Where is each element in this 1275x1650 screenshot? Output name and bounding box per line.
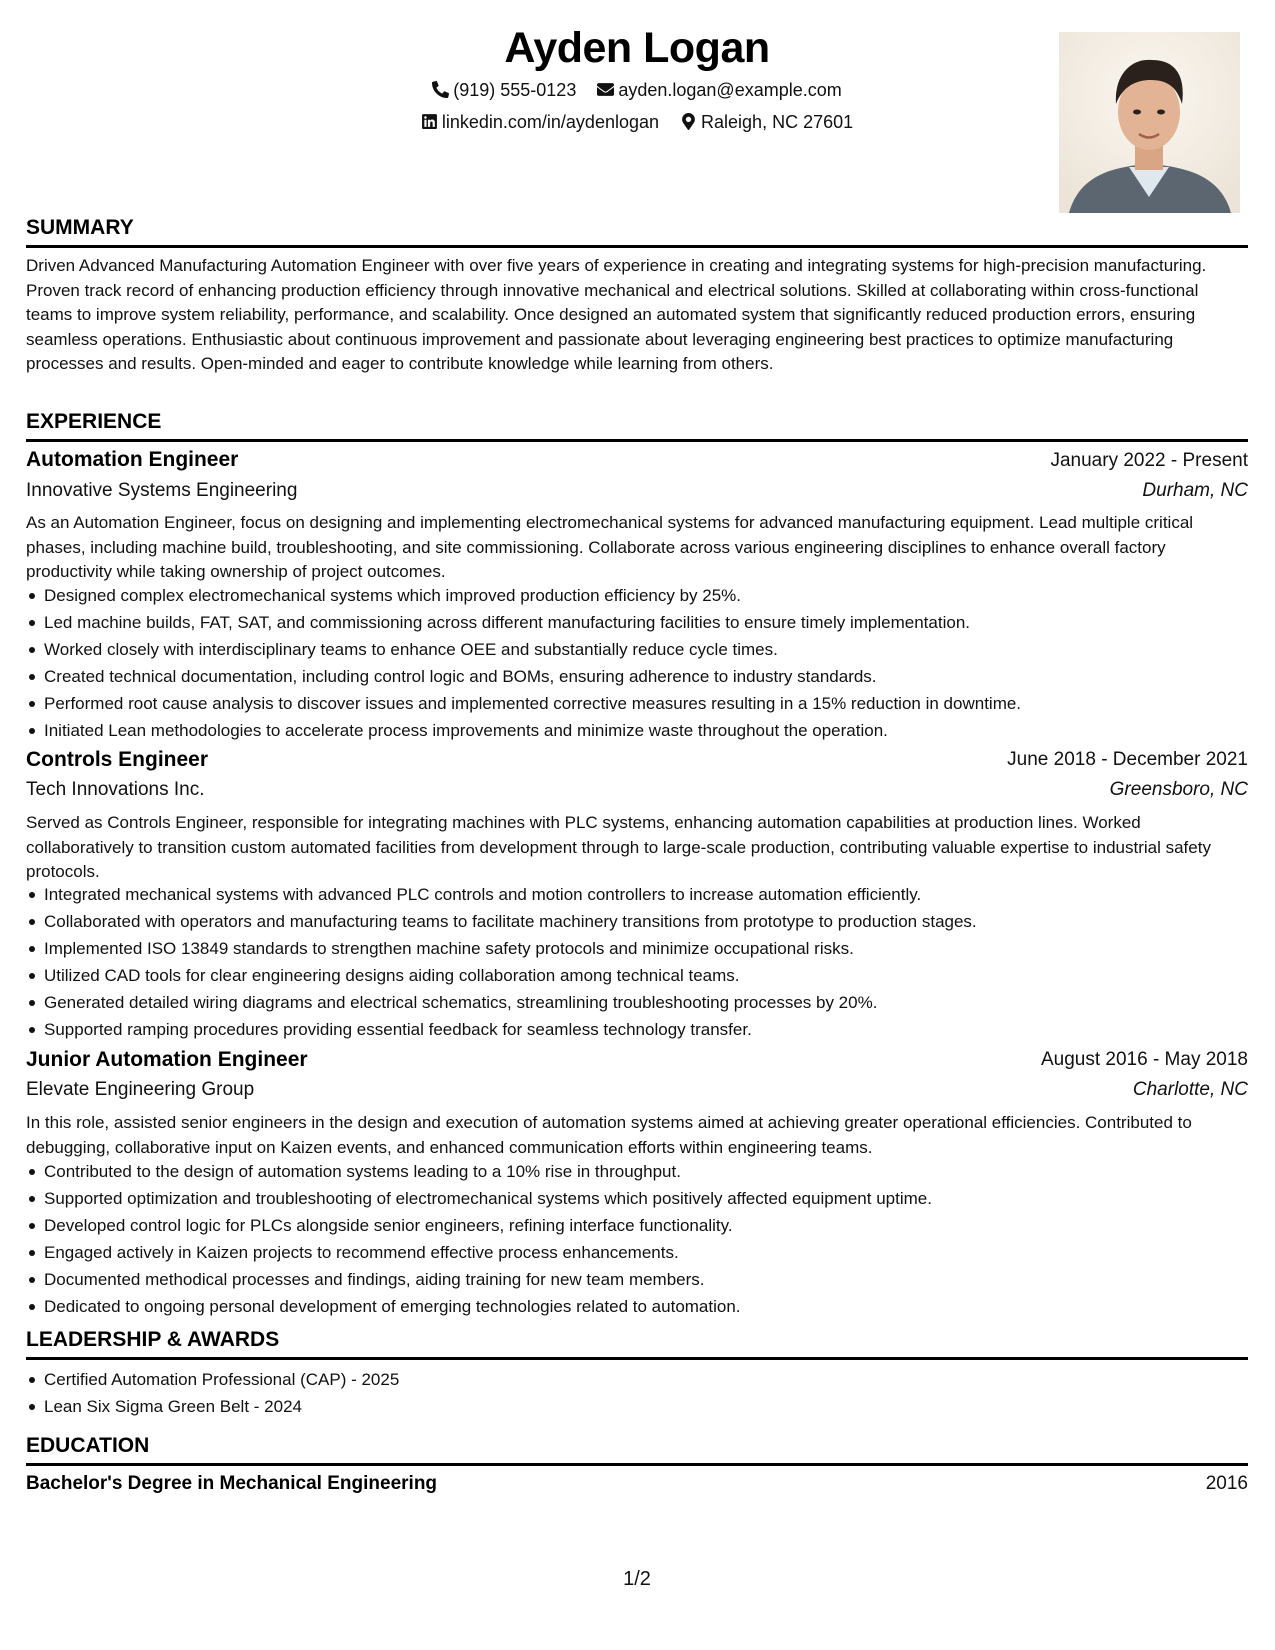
list-item: Developed control logic for PLCs alongside senior engineers, refining interface functionality.	[26, 1212, 1248, 1239]
contact-email[interactable]	[597, 80, 841, 101]
experience-heading: EXPERIENCE	[26, 410, 162, 433]
email-text: ayden.logan@example.com	[618, 80, 842, 100]
awards-list	[26, 1366, 1248, 1420]
phone-icon	[432, 80, 453, 100]
education-year: 2016	[1205, 1473, 1248, 1494]
list-item: Performed root cause analysis to discover issues and implemented corrective measures resulting in a 15% reduction in downtime.	[26, 690, 1248, 717]
contact-phone[interactable]	[432, 80, 576, 101]
awards-divider	[26, 1357, 1248, 1360]
job-description: As an Automation Engineer, focus on designing and implementing electromechanical systems for advanced manufacturing equipment. Lead multiple critical phases, including machine build, troubleshooting, and site commissioning. Collaborate across various engineering disciplines to enhance overall factory productivity while taking ownership of project outcomes.	[26, 513, 1194, 582]
list-item: Engaged actively in Kaizen projects to recommend effective process enhancements.	[26, 1239, 1248, 1266]
location-text: Raleigh, NC 27601	[701, 112, 854, 132]
job-company: Innovative Systems Engineering	[26, 480, 298, 501]
list-item: Supported optimization and troubleshooting of electromechanical systems which positively affected equipment uptime.	[26, 1185, 1248, 1212]
job-company: Tech Innovations Inc.	[26, 779, 205, 800]
job-description: Served as Controls Engineer, responsible for integrating machines with PLC systems, enhancing automation capabilities at production lines. Worked collaboratively to transition custom automated facilities from development through to large-scale production, contributing valuable expertise to industrial safety protocols.	[26, 813, 1211, 882]
list-item: Generated detailed wiring diagrams and electrical schematics, streamlining troubleshooting processes by 20%.	[26, 989, 1248, 1016]
resume-header	[26, 22, 1248, 222]
page-number: 1/2	[623, 1568, 651, 1590]
summary-text: Driven Advanced Manufacturing Automation Engineer with over five years of experience in creating and integrating systems for high-precision manufacturing. Proven track record of enhancing production efficiency through innovative mechanical and electrical solutions. Skilled at collaborating within cross-functional teams to improve system reliability, performance, and scalability. Once designed an automated system that significantly reduced production errors, ensuring seamless operations. Enthusiastic about continuous improvement and passionate about leveraging engineering best practices to optimize manufacturing processes and results. Open-minded and eager to contribute knowledge while learning from others.	[26, 256, 1207, 374]
job-company: Elevate Engineering Group	[26, 1079, 255, 1100]
linkedin-icon	[421, 112, 442, 132]
list-item: Lean Six Sigma Green Belt - 2024	[26, 1393, 1248, 1420]
resume-page	[26, 0, 1248, 1650]
job-description: In this role, assisted senior engineers in the design and execution of automation systems aimed at achieving greater operational efficiencies. Contributed to debugging, collaborative input on Kaizen events, and enhanced communication efforts within engineering teams.	[26, 1113, 1192, 1157]
job-location: Greensboro, NC	[1109, 779, 1248, 800]
contact-linkedin[interactable]	[421, 112, 659, 133]
list-item: Utilized CAD tools for clear engineering designs aiding collaboration among technical teams.	[26, 962, 1248, 989]
job-dates: January 2022 - Present	[1050, 450, 1248, 471]
education-divider	[26, 1463, 1248, 1466]
job-title: Controls Engineer	[26, 748, 209, 771]
list-item: Implemented ISO 13849 standards to strengthen machine safety protocols and minimize occupational risks.	[26, 935, 1248, 962]
job-dates: August 2016 - May 2018	[1040, 1049, 1248, 1070]
list-item: Created technical documentation, including control logic and BOMs, ensuring adherence to industry standards.	[26, 663, 1248, 690]
list-item: Certified Automation Professional (CAP) - 2025	[26, 1366, 1248, 1393]
job-title: Junior Automation Engineer	[26, 1048, 308, 1071]
contact-location	[680, 112, 853, 133]
job-location: Durham, NC	[1142, 480, 1248, 501]
list-item: Initiated Lean methodologies to accelerate process improvements and minimize waste throughout the operation.	[26, 717, 1248, 744]
phone-text: (919) 555-0123	[453, 80, 577, 100]
list-item: Designed complex electromechanical systems which improved production efficiency by 25%.	[26, 582, 1248, 609]
job-dates: June 2018 - December 2021	[1007, 749, 1248, 770]
candidate-name: Ayden Logan	[504, 24, 770, 72]
education-degree: Bachelor's Degree in Mechanical Engineering	[26, 1473, 438, 1494]
education-heading: EDUCATION	[26, 1434, 150, 1457]
list-item: Supported ramping procedures providing essential feedback for seamless technology transfer.	[26, 1016, 1248, 1043]
list-item: Worked closely with interdisciplinary teams to enhance OEE and substantially reduce cycle times.	[26, 636, 1248, 663]
list-item: Integrated mechanical systems with advanced PLC controls and motion controllers to increase automation efficiently.	[26, 881, 1248, 908]
envelope-icon	[597, 80, 618, 100]
experience-divider	[26, 439, 1248, 442]
job-title: Automation Engineer	[26, 448, 239, 471]
list-item: Dedicated to ongoing personal development of emerging technologies related to automation.	[26, 1293, 1248, 1320]
job-bullets	[26, 582, 1248, 744]
summary-divider	[26, 245, 1248, 248]
job-bullets	[26, 1158, 1248, 1320]
job-location: Charlotte, NC	[1132, 1079, 1248, 1100]
job-bullets	[26, 881, 1248, 1043]
awards-heading: LEADERSHIP & AWARDS	[26, 1328, 280, 1351]
summary-heading: SUMMARY	[26, 216, 134, 239]
profile-photo	[1059, 32, 1240, 213]
list-item: Collaborated with operators and manufacturing teams to facilitate machinery transitions from prototype to production stages.	[26, 908, 1248, 935]
list-item: Contributed to the design of automation systems leading to a 10% rise in throughput.	[26, 1158, 1248, 1185]
map-pin-icon	[680, 112, 701, 132]
list-item: Led machine builds, FAT, SAT, and commissioning across different manufacturing facilities to ensure timely implementation.	[26, 609, 1248, 636]
linkedin-text: linkedin.com/in/aydenlogan	[441, 112, 660, 132]
list-item: Documented methodical processes and findings, aiding training for new team members.	[26, 1266, 1248, 1293]
